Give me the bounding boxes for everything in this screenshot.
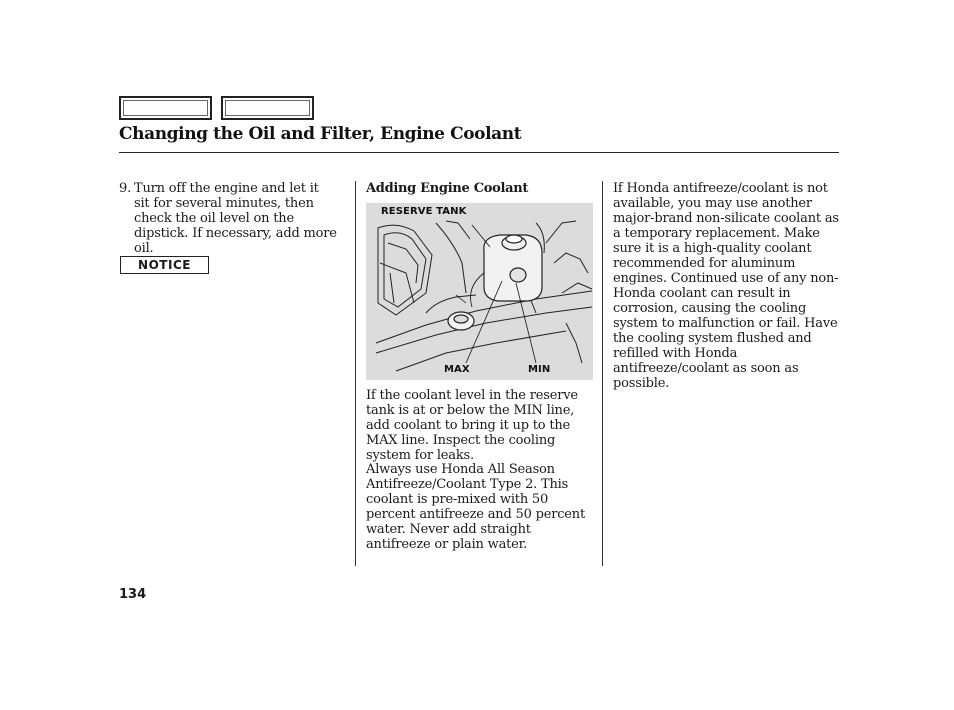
- step-number: 9.: [119, 181, 132, 196]
- page-number: 134: [119, 587, 147, 602]
- coolant-section: [366, 181, 598, 196]
- column-divider-2: [602, 181, 603, 566]
- max-label: MAX: [444, 364, 470, 375]
- column-divider-1: [355, 181, 356, 566]
- nav-tab-2[interactable]: [221, 96, 314, 120]
- notice-badge: NOTICE: [120, 256, 209, 274]
- step-text: Turn off the engine and let it sit for several minutes, then check the oil level on the dipstick. If necessary, add more oil.: [134, 181, 337, 256]
- reserve-tank-label: RESERVE TANK: [381, 206, 467, 217]
- alternative-coolant-paragraph: If Honda antifreeze/coolant is not available, you may use another major-brand non-silicate coolant as a temporary replacement. Make sure it is a high-quality coolant recommended for aluminum engines. Continued use of any non-Honda coolant can result in corrosion, causing the cooling system to malfunction or fail. Have the cooling system flushed and refilled with Honda antifreeze/coolant as soon as possible.: [613, 181, 839, 391]
- section-heading: Adding Engine Coolant: [366, 181, 529, 196]
- title-divider: [119, 152, 839, 153]
- reserve-tank-figure: [366, 203, 593, 380]
- min-label: MIN: [528, 364, 551, 375]
- page-title: Changing the Oil and Filter, Engine Coolant: [119, 124, 522, 144]
- nav-tab-1[interactable]: [119, 96, 212, 120]
- step-9: [119, 181, 337, 256]
- coolant-level-paragraph: If the coolant level in the reserve tank is at or below the MIN line, add coolant to bring it up to the MAX line. Inspect the cooling system for leaks.: [366, 388, 578, 463]
- coolant-type-paragraph: Always use Honda All Season Antifreeze/Coolant Type 2. This coolant is pre-mixed with 50 percent antifreeze and 50 percent water. Never add straight antifreeze or plain water.: [366, 462, 585, 552]
- engine-bay-illustration: [366, 203, 593, 380]
